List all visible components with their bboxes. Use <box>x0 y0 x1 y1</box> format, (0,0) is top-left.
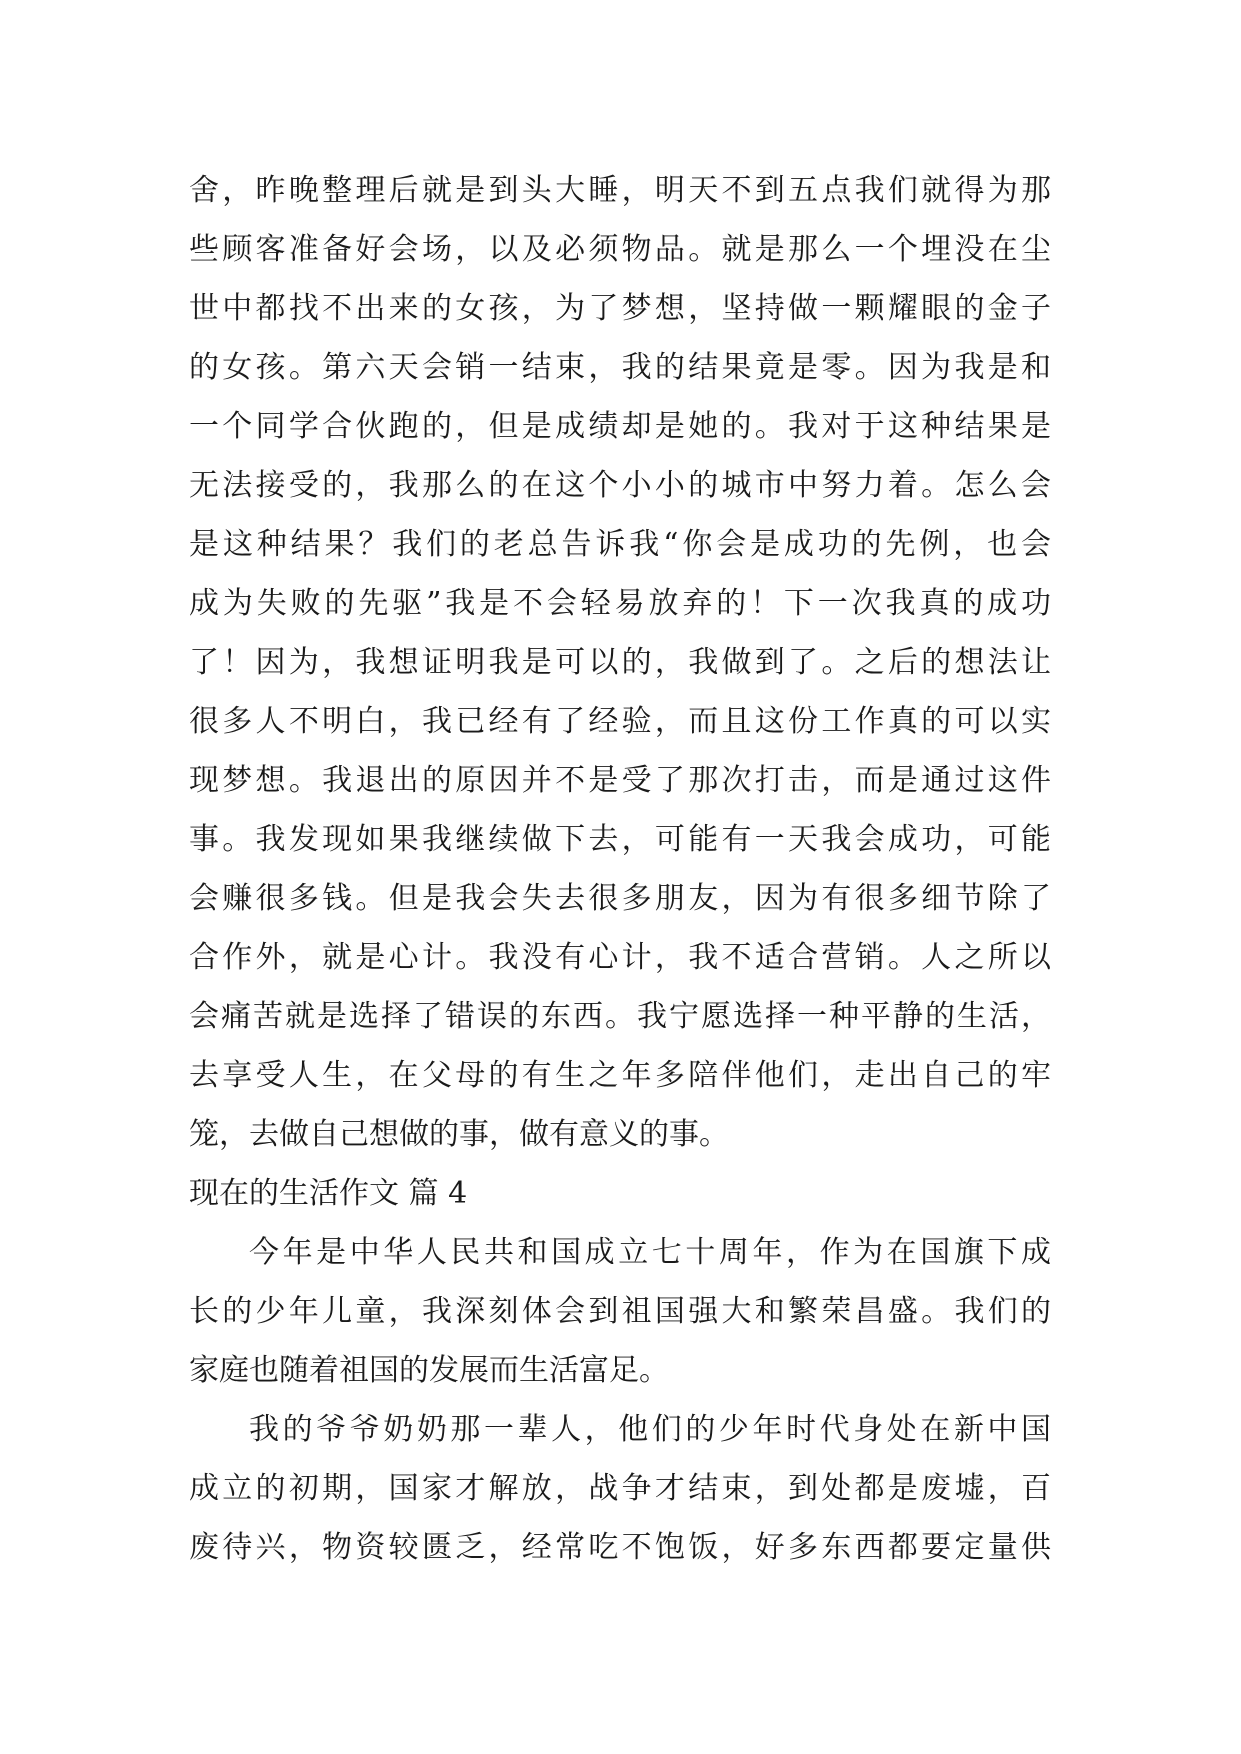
text-line: 家庭也随着祖国的发展而生活富足。 <box>189 1353 669 1388</box>
text-line: 合作外，就是心计。我没有心计，我不适合营销。人之所以 <box>189 940 1051 975</box>
text-line: 我的爷爷奶奶那一辈人，他们的少年时代身处在新中国 <box>249 1412 1051 1447</box>
text-line: 舍，昨晚整理后就是到头大睡，明天不到五点我们就得为那 <box>189 173 1051 208</box>
document-body <box>189 161 1051 1577</box>
text-line: 现梦想。我退出的原因并不是受了那次打击，而是通过这件 <box>189 763 1051 798</box>
text-line: 事。我发现如果我继续做下去，可能有一天我会成功，可能 <box>189 822 1051 857</box>
text-line: 成立的初期，国家才解放，战争才结束，到处都是废墟，百 <box>189 1471 1051 1506</box>
text-line: 会赚很多钱。但是我会失去很多朋友，因为有很多细节除了 <box>189 881 1051 916</box>
text-line: 些顾客准备好会场，以及必须物品。就是那么一个埋没在尘 <box>189 232 1051 267</box>
section-heading: 现在的生活作文 篇 4 <box>189 1176 468 1211</box>
text-line: 会痛苦就是选择了错误的东西。我宁愿选择一种平静的生活， <box>189 999 1051 1034</box>
text-line: 一个同学合伙跑的，但是成绩却是她的。我对于这种结果是 <box>189 409 1051 444</box>
text-line: 去享受人生，在父母的有生之年多陪伴他们，走出自己的牢 <box>189 1058 1051 1093</box>
paragraph <box>189 1400 1051 1577</box>
text-line: 很多人不明白，我已经有了经验，而且这份工作真的可以实 <box>189 704 1051 739</box>
text-line: 笼，去做自己想做的事，做有意义的事。 <box>189 1117 729 1152</box>
text-line: 成为失败的先驱”我是不会轻易放弃的！下一次我真的成功 <box>189 586 1051 621</box>
text-line: 的女孩。第六天会销一结束，我的结果竟是零。因为我是和 <box>189 350 1051 385</box>
paragraph <box>189 1223 1051 1400</box>
text-line: 长的少年儿童，我深刻体会到祖国强大和繁荣昌盛。我们的 <box>189 1294 1051 1329</box>
text-line: 今年是中华人民共和国成立七十周年，作为在国旗下成 <box>249 1235 1051 1270</box>
text-line: 是这种结果？我们的老总告诉我“你会是成功的先例，也会 <box>189 527 1051 562</box>
text-line: 废待兴，物资较匮乏，经常吃不饱饭，好多东西都要定量供 <box>189 1530 1051 1565</box>
text-line: 世中都找不出来的女孩，为了梦想，坚持做一颗耀眼的金子 <box>189 291 1051 326</box>
paragraph <box>189 161 1051 1164</box>
text-line: 无法接受的，我那么的在这个小小的城市中努力着。怎么会 <box>189 468 1051 503</box>
text-line: 了！因为，我想证明我是可以的，我做到了。之后的想法让 <box>189 645 1051 680</box>
